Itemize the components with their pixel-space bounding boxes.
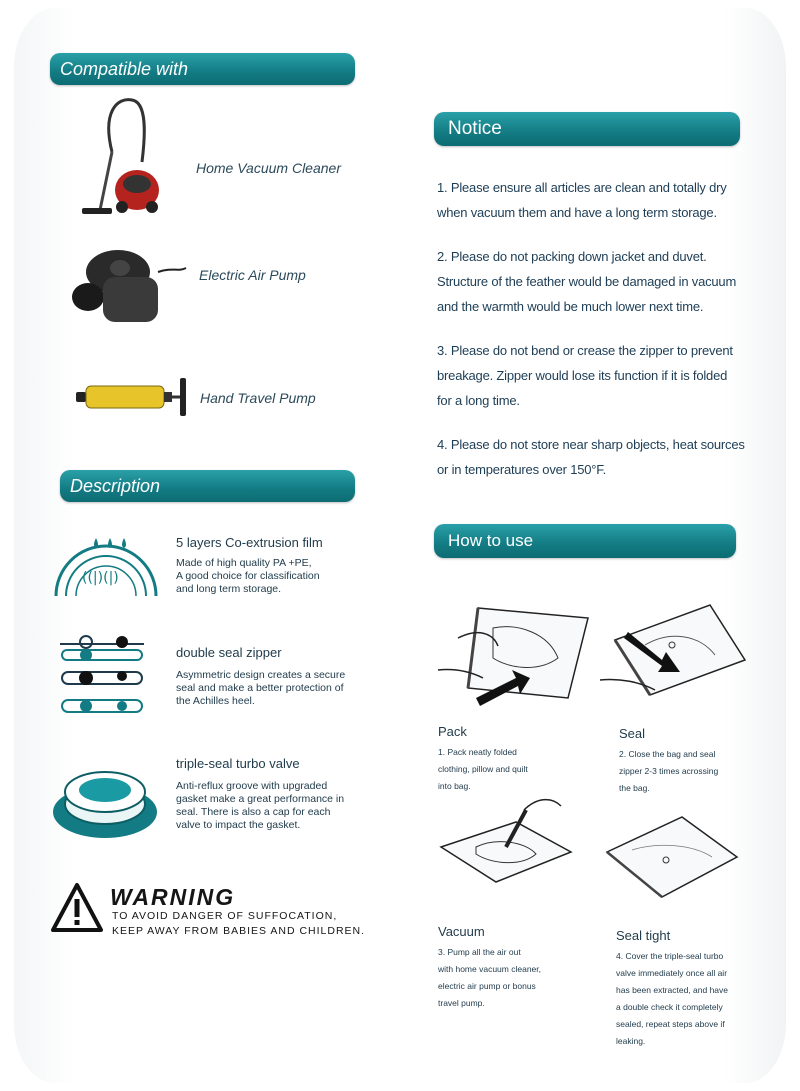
warning-line-1: TO AVOID DANGER OF SUFFOCATION, <box>112 910 338 922</box>
compat-label-hand-pump: Hand Travel Pump <box>200 390 316 406</box>
vacuum-step-illustration <box>436 792 576 892</box>
step-desc-seal-tight: 4. Cover the triple-seal turbo valve immediately once all air has been extracted, and have a double check it completely sealed, repeat steps above if leaking. <box>616 951 728 1046</box>
notice-item-1: 1. Please ensure all articles are clean and totally dry when vacuum them and have a long term storage. <box>437 180 727 220</box>
description-banner: Description <box>60 470 355 502</box>
howto-banner: How to use <box>434 524 736 558</box>
feature-title-zipper: double seal zipper <box>176 645 282 660</box>
seal-tight-step-illustration <box>602 812 742 902</box>
warning-line-2: KEEP AWAY FROM BABIES AND CHILDREN. <box>112 925 366 937</box>
step-title-seal: Seal <box>619 726 646 741</box>
hand-pump-icon <box>72 372 192 417</box>
compatible-banner: Compatible with <box>50 53 355 85</box>
feature-desc-film: Made of high quality PA +PE, A good choice for classification and long term storage. <box>176 557 320 595</box>
step-title-pack: Pack <box>438 724 467 739</box>
pack-step-illustration <box>438 598 598 708</box>
feature-title-film: 5 layers Co-extrusion film <box>176 535 323 550</box>
step-desc-vacuum: 3. Pump all the air out with home vacuum cleaner, electric air pump or bonus travel pump. <box>438 947 541 1008</box>
zipper-icon <box>60 632 144 718</box>
step-title-vacuum: Vacuum <box>438 924 485 939</box>
feature-desc-valve: Anti-reflux groove with upgraded gasket make a great performance in seal. There is also a cap for each valve to impact the gasket. <box>176 780 345 831</box>
feature-title-valve: triple-seal turbo valve <box>176 756 300 771</box>
warning-triangle-icon <box>50 882 104 934</box>
film-layers-icon <box>52 530 162 600</box>
notice-banner: Notice <box>434 112 740 146</box>
compat-label-vacuum: Home Vacuum Cleaner <box>196 160 341 176</box>
compat-label-electric-pump: Electric Air Pump <box>199 267 306 283</box>
warning-heading: WARNING <box>110 884 236 910</box>
notice-item-3: 3. Please do not bend or crease the zipper to prevent breakage. Zipper would lose its function if it is folded for a long time. <box>437 343 733 408</box>
electric-pump-icon <box>68 242 188 332</box>
vacuum-cleaner-icon <box>72 92 172 222</box>
turbo-valve-icon <box>50 752 160 842</box>
step-desc-seal: 2. Close the bag and seal zipper 2-3 times acrossing the bag. <box>619 749 719 793</box>
step-desc-pack: 1. Pack neatly folded clothing, pillow and quilt into bag. <box>438 747 528 791</box>
notice-item-2: 2. Please do not packing down jacket and duvet. Structure of the feather would be damaged in vacuum and the warmth would be much lower next time. <box>437 249 737 314</box>
feature-desc-zipper: Asymmetric design creates a secure seal and make a better protection of the Achilles heel. <box>176 669 346 707</box>
notice-item-4: 4. Please do not store near sharp objects, heat sources or in temperatures over 150°F. <box>437 437 745 477</box>
seal-step-illustration <box>600 600 750 710</box>
svg-text:((|)(|): ((|)(|) <box>82 570 119 586</box>
step-title-seal-tight: Seal tight <box>616 928 671 943</box>
